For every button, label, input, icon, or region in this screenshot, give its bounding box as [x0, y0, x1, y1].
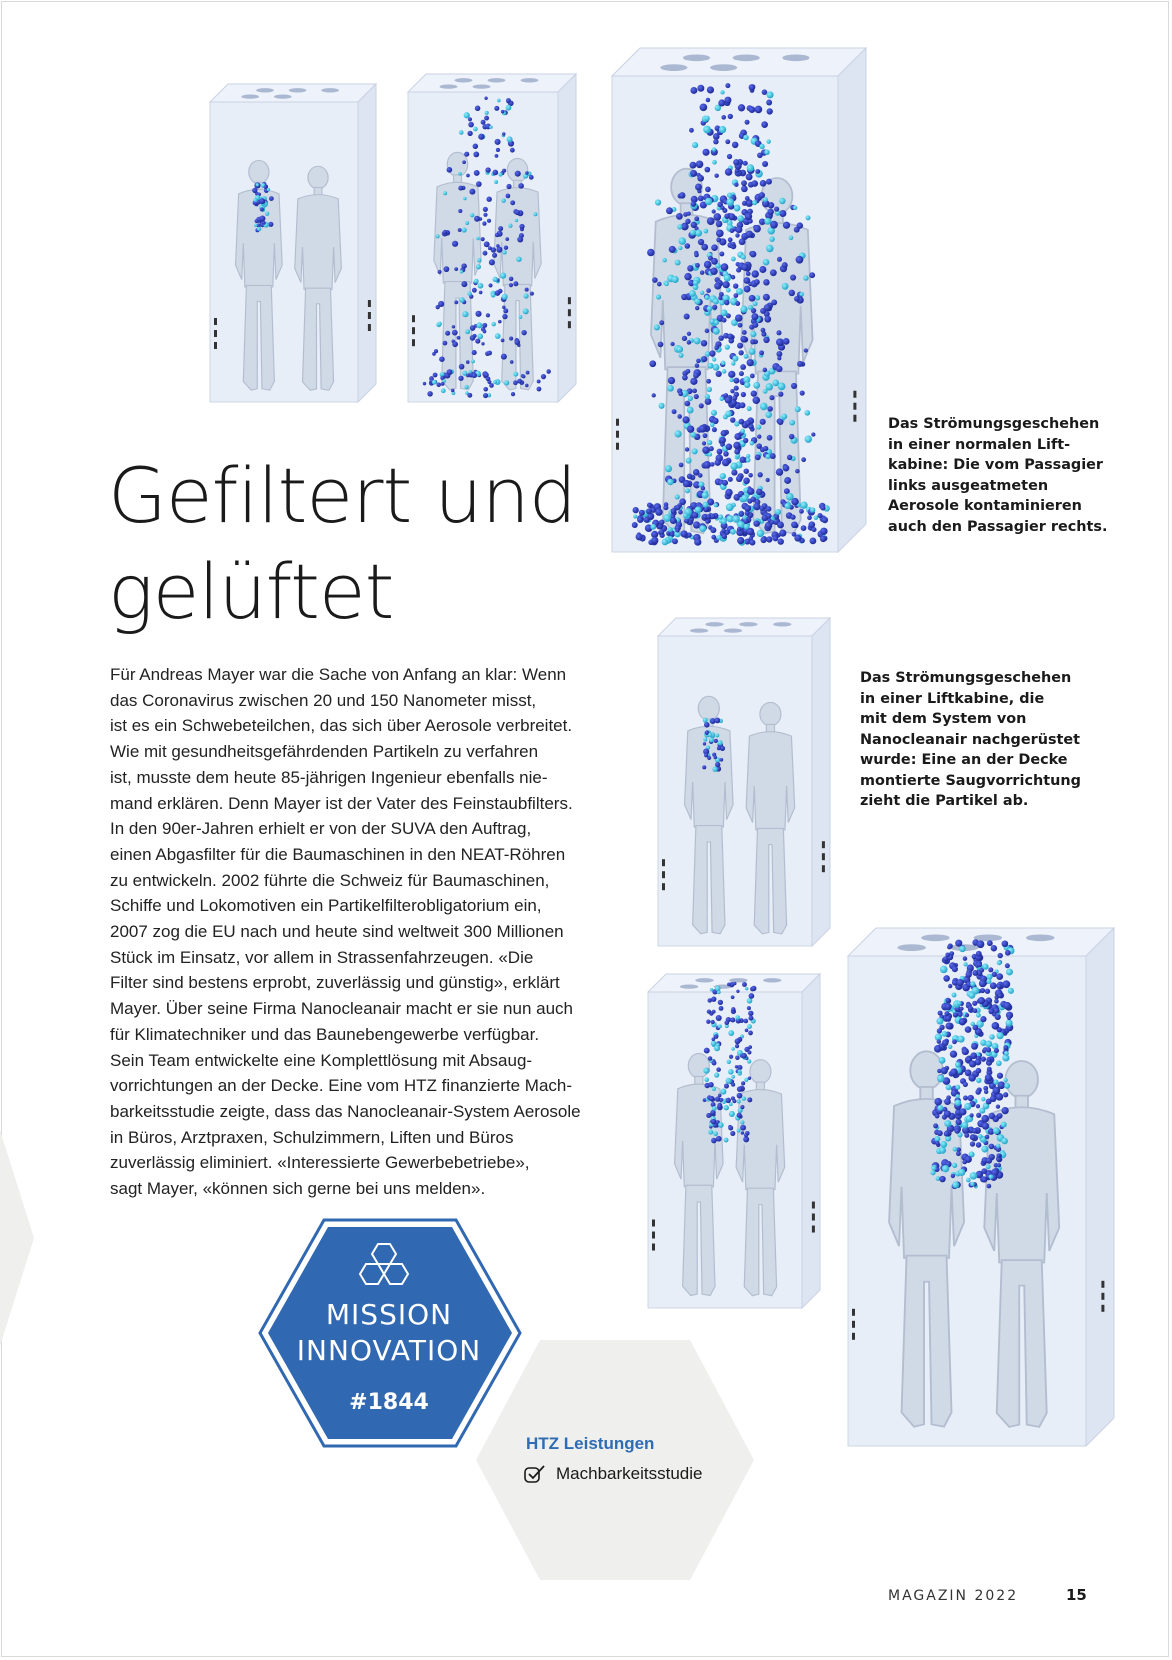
body-line: das Coronavirus zwischen 20 und 150 Nanometer misst,	[110, 690, 537, 710]
services-item-label: Machbarkeitsstudie	[556, 1464, 703, 1483]
caption-line: auch den Passagier rechts.	[888, 518, 1108, 535]
body-line: mand erklären. Denn Mayer ist der Vater des Feinstaubfilters.	[110, 793, 573, 813]
body-line: sagt Mayer, «können sich gerne bei uns melden».	[110, 1179, 486, 1199]
article-title	[108, 448, 628, 640]
caption-line: zieht die Partikel ab.	[860, 793, 1029, 809]
body-line: zuverlässig eliminiert. «Interessierte Gewerbebetriebe»,	[110, 1153, 530, 1173]
badge-number: #1844	[349, 1390, 429, 1415]
services-item	[524, 1464, 702, 1484]
caption-retrofit-cabin	[860, 668, 1081, 812]
body-line: ist es ein Schwebeteilchen, das sich über Aerosole verbreitet.	[110, 716, 573, 736]
checkbox-check-icon	[524, 1464, 546, 1484]
body-line: Schiffe und Lokomotiven ein Partikelfilterobligatorium ein,	[110, 896, 542, 916]
body-line: zu entwickeln. 2002 führte die Schweiz für Baumaschinen,	[110, 870, 550, 890]
body-line: ist, musste dem heute 85-jährigen Ingenieur ebenfalls nie-	[110, 767, 548, 787]
body-line: Filter sind bestens erprobt, zuverlässig und günstig», erklärt	[110, 973, 560, 993]
body-line: Für Andreas Mayer war die Sache von Anfang an klar: Wenn	[110, 665, 567, 684]
services-title: HTZ Leistungen	[526, 1434, 655, 1453]
caption-line: in einer normalen Lift-	[888, 436, 1071, 453]
title-line: gelüftet	[108, 547, 394, 636]
caption-line: in einer Liftkabine, die	[860, 690, 1045, 707]
body-line: Wie mit gesundheitsgefährdenden Partikeln zu verfahren	[110, 742, 539, 762]
caption-line: Aerosole kontaminieren	[888, 498, 1082, 514]
badge-line-mission: MISSION	[325, 1298, 453, 1331]
caption-line: wurde: Eine an der Decke	[860, 752, 1068, 768]
body-line: 2007 zog die EU nach und heute sind weltweit 300 Millionen	[110, 922, 564, 942]
body-line: vorrichtungen an der Decke. Eine vom HTZ finanzierte Mach-	[110, 1076, 573, 1096]
caption-line: links ausgeatmeten	[888, 477, 1049, 494]
page-number: 15	[1066, 1586, 1087, 1604]
caption-line: montierte Saugvorrichtung	[860, 772, 1081, 789]
article-body	[110, 662, 590, 1202]
caption-line: Das Strömungsgeschehen	[860, 670, 1072, 686]
body-line: in Büros, Arztpraxen, Schulzimmern, Liften und Büros	[110, 1127, 514, 1147]
title-line: Gefiltert und	[108, 451, 576, 540]
body-line: für Klimatechniker und das Baunebengewerbe verfügbar.	[110, 1024, 540, 1044]
caption-normal-cabin	[888, 414, 1107, 537]
caption-line: kabine: Die vom Passagier	[888, 457, 1104, 473]
body-line: Stück im Einsatz, vor allem in Strassenfahrzeugen. «Die	[110, 947, 534, 967]
badge-line-innovation: INNOVATION	[296, 1334, 482, 1367]
caption-line: mit dem System von	[860, 711, 1027, 727]
body-line: einen Abgasfilter für die Baumaschinen in den NEAT-Röhren	[110, 844, 566, 864]
body-line: Mayer. Über seine Firma Nanocleanair macht er sie nun auch	[110, 999, 573, 1019]
body-line: barkeitsstudie zeigte, dass das Nanocleanair-System Aerosole	[110, 1101, 581, 1121]
caption-line: Nanocleanair nachgerüstet	[860, 731, 1081, 748]
body-line: Sein Team entwickelte eine Komplettlösung mit Absaug-	[110, 1050, 533, 1070]
caption-line: Das Strömungsgeschehen	[888, 416, 1100, 432]
footer-magazine: MAGAZIN 2022	[888, 1588, 1019, 1604]
body-line: In den 90er-Jahren erhielt er von der SUVA den Auftrag,	[110, 819, 532, 839]
